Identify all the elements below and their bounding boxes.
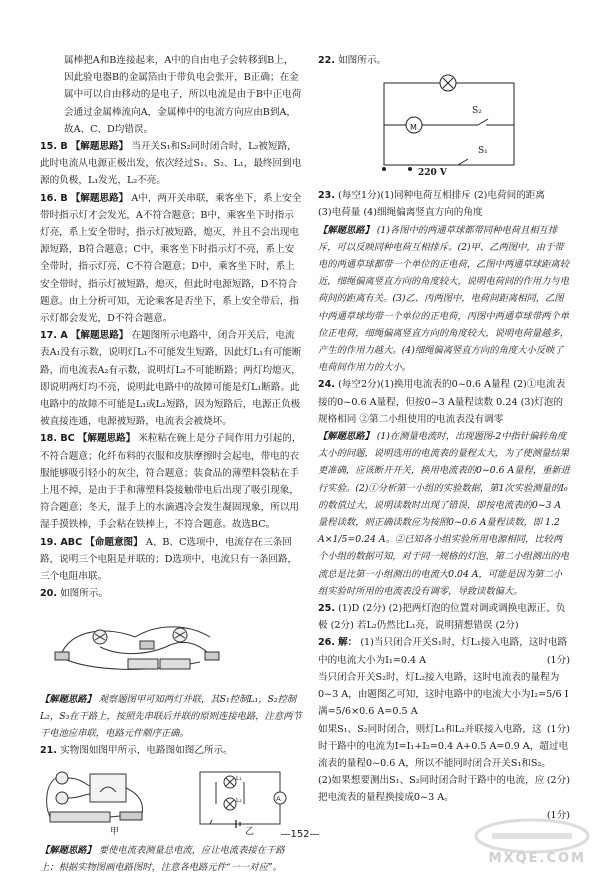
- answer-text: 观察题图甲可知两灯并联，其S₁控制L₁，S₂控制L₂，S₃在干路上，按照先串联后并联的原则连接电路，注意两节干电池应串联，电路元件顺序正确。: [40, 693, 302, 740]
- question-18: [40, 430, 302, 533]
- physical-circuit-jia: [47, 772, 143, 822]
- answer-line: (3)灯泡的规格相同 ②第二小组使用的电流表没有调零: [318, 396, 563, 425]
- question-number: 21.: [40, 745, 57, 757]
- score-mark: (1分): [546, 723, 570, 735]
- question-26: [318, 634, 570, 821]
- schematic-yi: [200, 772, 286, 828]
- switch-s2-label: S₂: [472, 106, 482, 117]
- circuit-figure-q22: [318, 73, 570, 181]
- motor-label: M: [410, 123, 417, 133]
- solution-tag: 【解题思路】: [70, 141, 129, 153]
- switch-icon: [55, 641, 219, 660]
- answer-text: A中，两开关串联，乘客坐下，系上安全带时指示灯才会发光，A不符合题意；B中，乘客坐下时指示灯亮，系上安全带时，指示灯被短路，熄灭，并且不会出现电源短路，B符合题意；C中，乘客坐下时指示灯不亮，系上安全带时，指示灯亮，C不符合题意；D中，乘客坐下时，系上安全带时，指示灯被短路，熄灭，但此时电源短路，D不符合题意。由上分析可知，无论乘客是否坐下，系上安全带后，指示灯都会发光，D不符合题意。: [40, 192, 302, 325]
- question-number: 18. BC: [40, 433, 75, 445]
- answer-text: (1)D (2分) (2)把两灯泡的位置对调或调换电源正、负极 (2分) 若L₂仍然比L₁亮，说明猜想错误 (2分): [318, 603, 566, 632]
- answer-text: 实物图如图甲所示，电路图如图乙所示。: [60, 745, 233, 757]
- question-number: 20.: [40, 588, 57, 600]
- answer-text: (1)各图中的两通草球都带同种电荷且相互排斥，可以反映同种电荷互相排斥。(2)甲、乙两图中，由于带电的两通草球都带一个单位的正电荷，乙图中两通草球距离较近，细绳偏离竖直方向的角度较大，说明电荷间的作用力与电荷间的距离有关。(3)乙、丙两图中，电荷间距离相同，乙图中两通草球均带一个单位的正电荷，丙图中两通草球带两个单位正电荷，细绳偏离竖直方向的角度较大，说明电荷量越多，产生的作用力越大。(4)细绳偏离竖直方向的角度大小反映了电荷间作用力的大小。: [318, 224, 570, 374]
- page-number: —152—: [280, 829, 320, 840]
- question-23: [318, 187, 570, 221]
- answer-text: A、B、C选项中，电流存在三条回路，说明三个电阻是并联的；D选项中，电流只有一条回路，三个电阻串联。: [40, 536, 298, 583]
- ammeter-symbol: A: [276, 794, 281, 803]
- switch-s1-label: S₁: [478, 146, 488, 157]
- answer-line: (3)电荷量 (4)细绳偏离竖直方向的角度: [318, 207, 483, 219]
- solution-tag: 【解题思路】: [70, 192, 129, 204]
- answer-line: (2)如果想要测出S₁、S₂同时闭合时干路中的电流，应把电流表的量程换接成0~3 A。: [318, 775, 545, 804]
- question-number: 25.: [318, 603, 335, 615]
- lamp-l1-icon: [93, 630, 107, 644]
- answer-line: (每空2分)(1)换用电流表的0~0.6 A量程 (2)①电流表接的0~0.6 A量程，但按0~3 A量程读数 0.24: [318, 379, 566, 408]
- circuit-diagrams: [40, 764, 302, 836]
- answer-text: 要使电流表测量总电流，应让电流表接在干路上；根据实物图画电路图时，注意各电路元件“一一对应”。: [40, 844, 285, 873]
- lamp-label: L₂: [236, 796, 242, 804]
- answer-text: 当开关S₁和S₂同时闭合时，L₂被短路，此时电流从电源正极出发，依次经过S₁、S₂、L₁，最终回到电源的负极，L₁发光，L₂不亮。: [40, 141, 302, 187]
- question-24-solution: [318, 428, 570, 600]
- lamp-icon: [440, 75, 456, 91]
- question-19: [40, 534, 302, 586]
- question-15: [40, 138, 302, 190]
- plug-icon: [382, 167, 412, 171]
- right-column: [318, 52, 570, 824]
- question-24: [318, 376, 570, 428]
- question-20: [40, 585, 302, 602]
- figure-label-jia: 甲: [110, 826, 120, 837]
- answer-text: 如图所示。: [60, 588, 109, 600]
- solution-tag: 【解题思路】: [70, 330, 129, 342]
- question-25: [318, 600, 570, 634]
- battery-icon: [128, 659, 190, 669]
- answer-text: (1)在测量电流时，出现题图-2中指针偏转角度太小的问题，说明选用的电流表的量程太大，为了使测量结果更准确，应该断开开关，换用电流表的0~0.6 A量程，重新进行实验。(2)①分析第一小组的实验数据，第1次实验测量的I₀的数值过大，说明读数时出现了错误，即按电流表的0~3 A量程读数，则正确读数应为按照0~0.6 A量程读数，即 1.2 A×1/5=0.24 A。②已知各小组实验所用电源相同，比较两个小组的数据可知，对于同一规格的灯泡，第二小组测出的电流总是比第一小组测出的电流大0.04 A，可能是因为第二小组实验时所用的电流表没有调零，导致读数偏大。: [318, 431, 570, 597]
- question-number: 17. A: [40, 330, 68, 342]
- question-number: 15. B: [40, 141, 68, 153]
- answer-text: 米粒粘在碗上是分子间作用力引起的，不符合题意；化纤布料的衣服和皮肤摩擦时会起电，带电的衣服能够吸引轻小的灰尘，符合题意；装食品的薄塑料袋粘在手上甩不掉，是由于手和薄塑料袋接触带电后出现了吸引现象，符合题意；冬天，湿手上的水滴遇冷会发生凝固现象，所以用湿手摸铁棒，手会粘在铁棒上，不符合题意。故选BC。: [40, 433, 302, 531]
- solution-tag: 【解题思路】: [318, 224, 374, 236]
- solution-tag: 解：: [338, 637, 358, 649]
- answer-line: 如果S₁、S₂同时闭合，则灯L₁和L₂并联接入电路，这时干路中的电流为I=I₁+I₂=0.4 A+0.5 A=0.9 A，超过电流表的量程0~0.6 A，所以不能同时闭合开关S₁和S₂。: [318, 723, 569, 769]
- answer-line: (1)当只闭合开关S₁时，灯L₁接入电路，这时电路中的电流大小为I₁=0.4 A: [318, 637, 568, 666]
- answer-text: 在题图所示电路中，闭合开关后，电流表A₁没有示数，说明灯L₁不可能发生短路，因此灯L₁有可能断路，而电流表A₂有示数，说明灯L₂不可能断路；两灯均熄灭，即说明两灯均不亮，说明此电路中的故障可能是灯L₁断路。此电路中的故障不可能是L₁或L₂短路，因为短路后，电源正负极被直接连通，电源被短路，电流表会被烧坏。: [40, 330, 302, 428]
- question-16: [40, 190, 302, 328]
- lamp-l2-icon: [173, 628, 187, 642]
- question-number: 22.: [318, 55, 335, 66]
- question-number: 26.: [318, 637, 335, 649]
- question-17: [40, 327, 302, 430]
- voltage-label: 220 V: [418, 168, 447, 179]
- solution-tag: 【解题思路】: [40, 844, 96, 856]
- wiring-diagram: [40, 607, 240, 679]
- score-mark: (2分): [546, 775, 570, 787]
- answer-text: 如图所示。: [338, 55, 387, 66]
- figure-label-yi: 乙: [245, 826, 255, 837]
- circuit-figure-q21: [40, 764, 302, 836]
- question-number: 24.: [318, 379, 335, 391]
- answer-line: (每空1分)(1)同种电荷互相排斥 (2)电荷间的距离: [338, 190, 545, 202]
- score-mark: (1分): [546, 654, 570, 666]
- left-column: [40, 52, 302, 876]
- solution-tag: 【解题思路】: [40, 693, 96, 705]
- score-mark: (1分): [546, 809, 570, 821]
- intent-tag: 【命题意图】: [85, 536, 143, 548]
- intro-paragraph: 属棒把A和B连接起来，A中的自由电子会转移到B上，因此验电器B的金属箔由于带负电会张开，B正确；在金属中可以自由移动的是电子，所以电流是由于B中正电荷会通过金属棒流向A，金属棒中的电流方向应由B到A，故A、C、D均错误。: [64, 55, 302, 135]
- question-22: [318, 52, 570, 69]
- solution-tag: 【解题思路】: [77, 433, 136, 445]
- question-23-solution: [318, 222, 570, 377]
- solution-tag: 【解题思路】: [318, 431, 374, 443]
- question-number: 16. B: [40, 192, 68, 204]
- lamp-label: L₁: [236, 774, 242, 782]
- question-21: [40, 742, 302, 759]
- wiring-figure-q20: [40, 607, 302, 685]
- answer-line: 当只闭合开关S₂时，灯L₂接入电路，这时电流表的量程为0~3 A，由题图乙可知，这时电路中的电流大小为I₂=5/6 I满=5/6×0.6 A=0.5 A: [318, 671, 569, 718]
- question-number: 19. ABC: [40, 536, 83, 548]
- watermark-text: MXQE.COM: [488, 851, 586, 866]
- question-number: 23.: [318, 190, 335, 202]
- question-20-solution: [40, 691, 302, 743]
- question-21-solution: [40, 842, 302, 876]
